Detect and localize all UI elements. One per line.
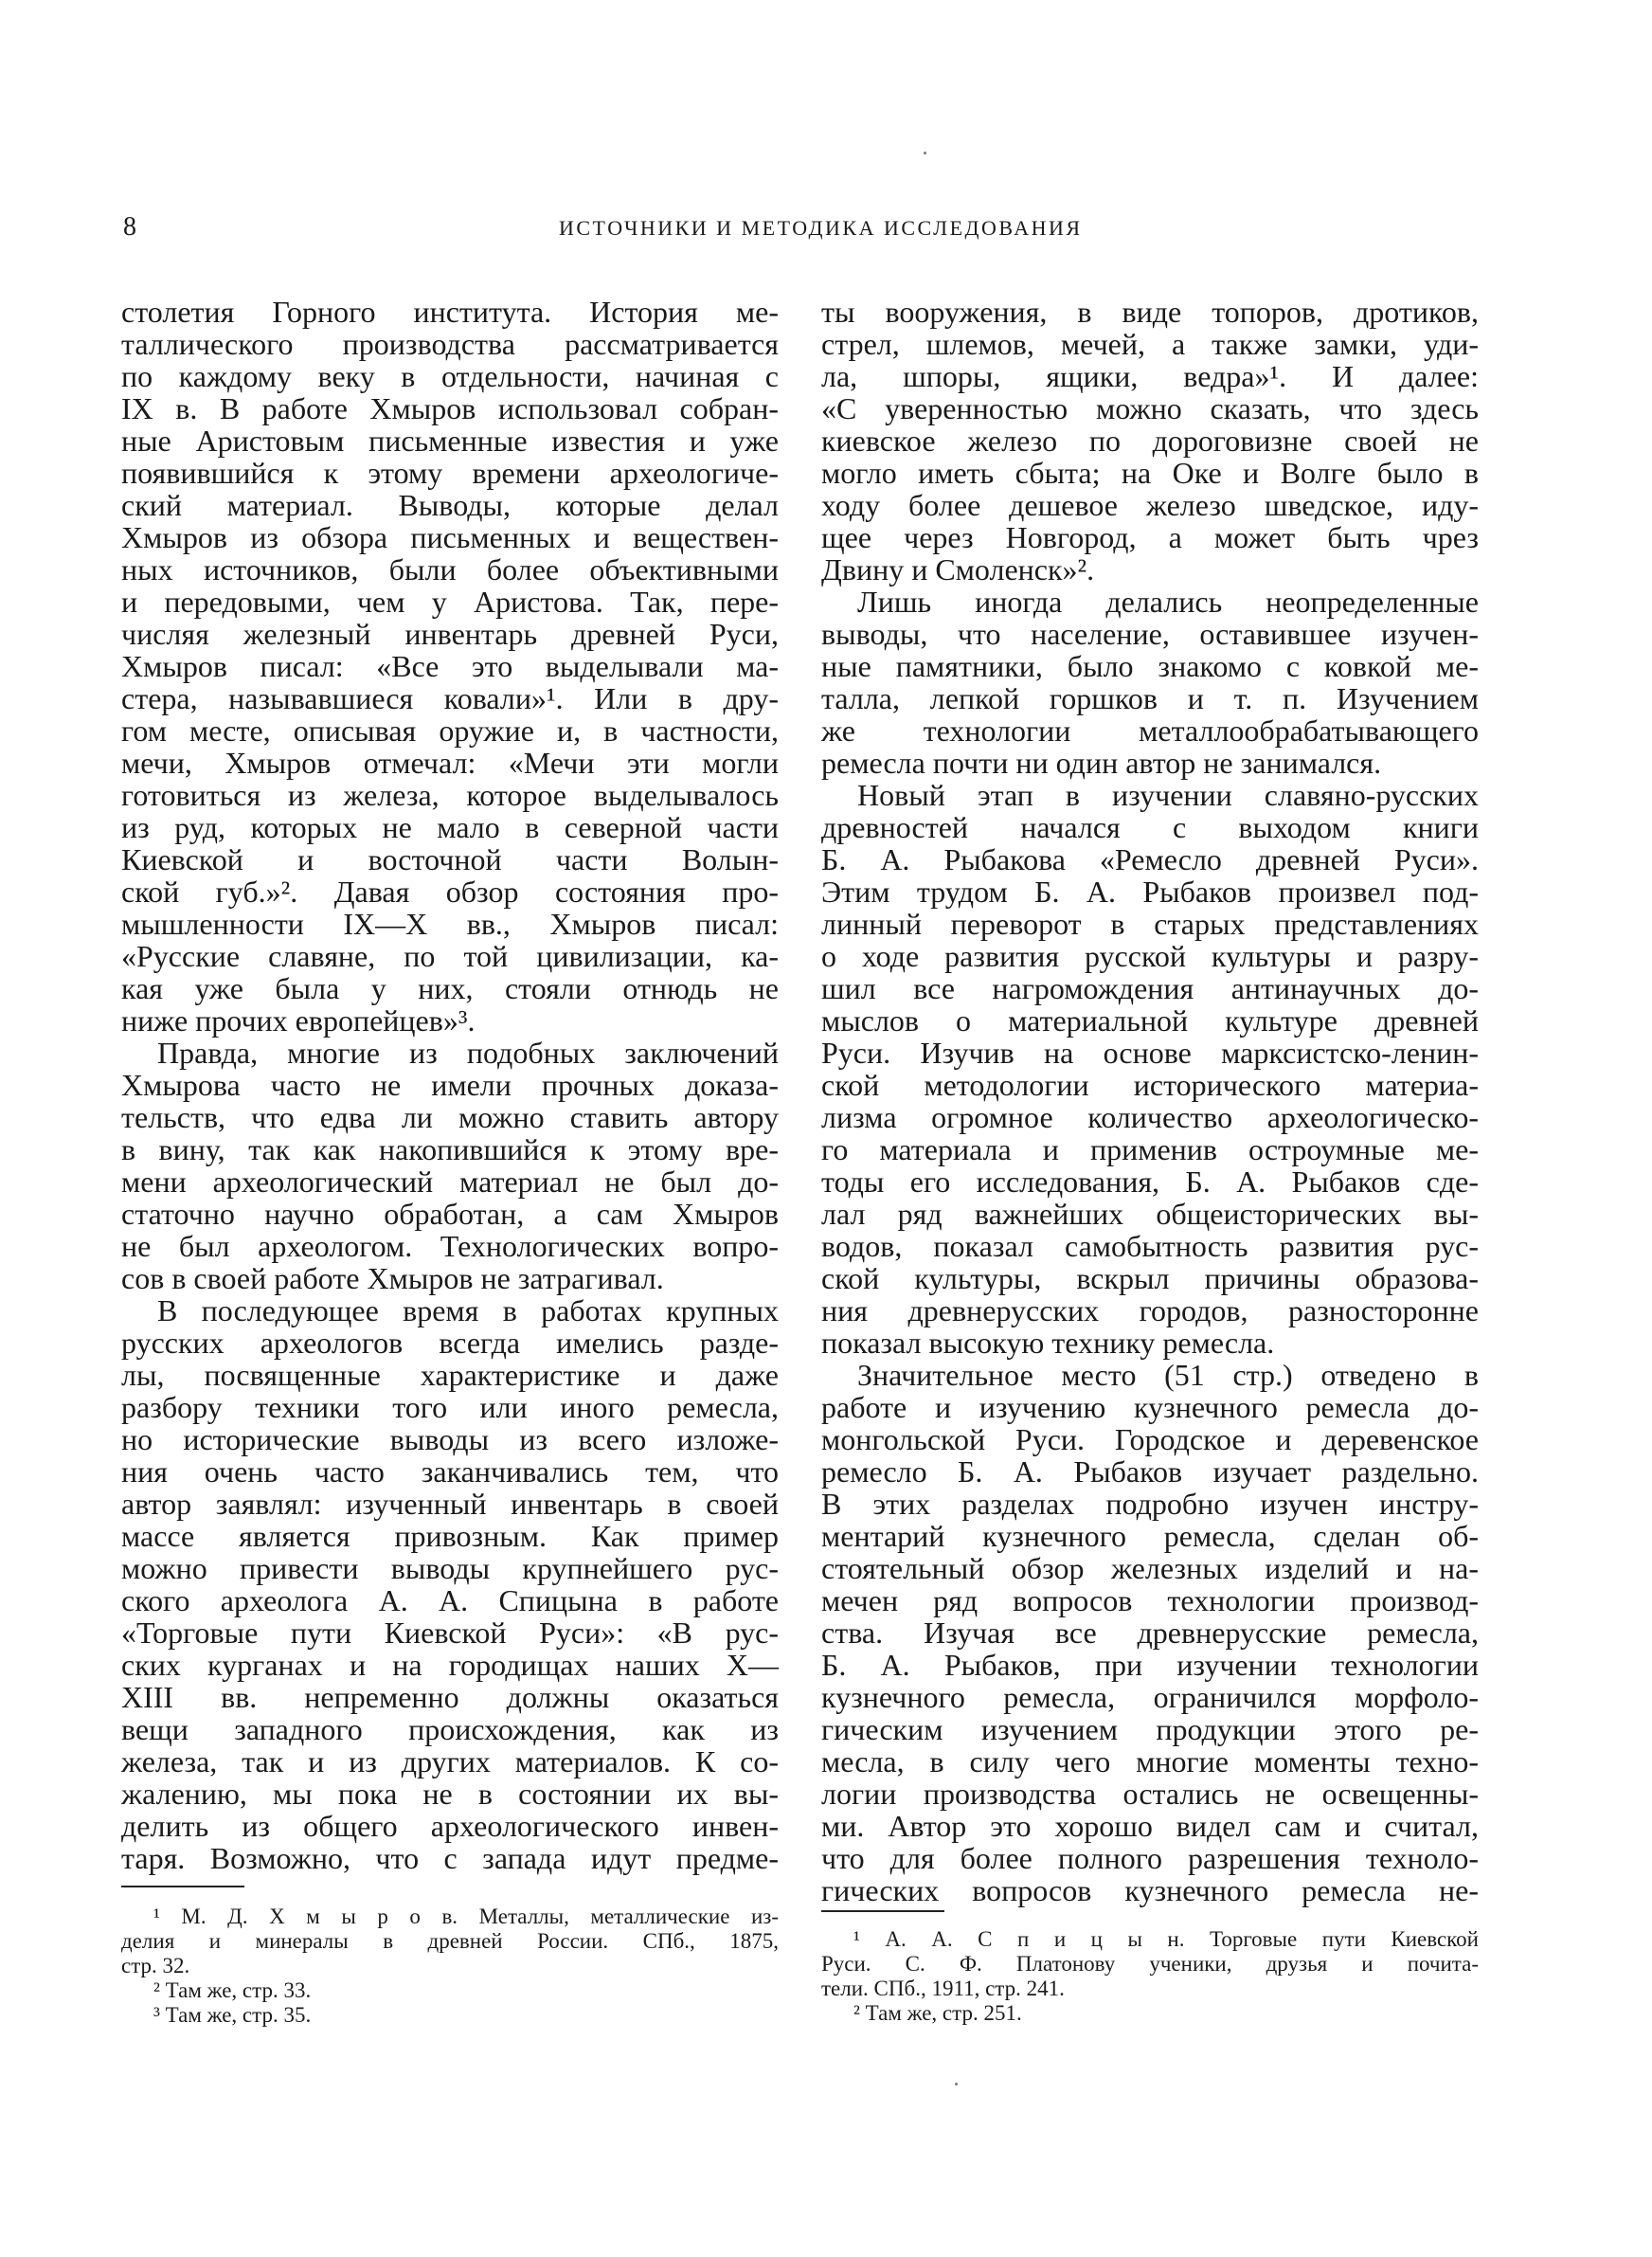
text-line: «Торговые пути Киевской Руси»: «В рус- xyxy=(121,1616,779,1650)
text-line: Хмыров писал: «Все это выделывали ма- xyxy=(121,649,779,683)
text-line: Б. А. Рыбакова «Ремесло древней Руси». xyxy=(821,842,1479,876)
text-line: кузнечного ремесла, ограничился морфоло- xyxy=(821,1680,1479,1714)
text-line: кая уже была у них, стояли отнюдь не xyxy=(121,971,779,1005)
left-footnotes xyxy=(121,1905,779,2028)
text-line: Лишь иногда делались неопределенные xyxy=(857,585,1479,619)
text-line: работе и изучению кузнечного ремесла до- xyxy=(821,1390,1479,1424)
text-line: сов в своей работе Хмыров не затрагивал. xyxy=(121,1261,664,1295)
text-line: делить из общего археологического инвен- xyxy=(121,1809,779,1843)
text-line: щее через Новгород, а может быть чрез xyxy=(821,520,1479,554)
text-line: Правда, многие из подобных заключений xyxy=(157,1036,779,1070)
text-line: ми. Автор это хорошо видел сам и считал, xyxy=(821,1809,1479,1843)
text-line: мечи, Хмыров отмечал: «Мечи эти могли xyxy=(121,746,779,780)
text-line: Значительное место (51 стр.) отведено в xyxy=(857,1358,1479,1392)
page-number: 8 xyxy=(123,212,136,242)
text-line: вещи западного происхождения, как из xyxy=(121,1712,779,1746)
text-line: мыслов о материальной культуре древней xyxy=(821,1003,1479,1038)
text-line: водов, показал самобытность развития рус- xyxy=(821,1229,1479,1263)
text-line: стрел, шлемов, мечей, а также замки, уди- xyxy=(821,327,1479,361)
text-line: ходу более дешевое железо шведское, иду- xyxy=(821,488,1479,522)
text-line: ской культуры, вскрыл причины образова- xyxy=(821,1261,1479,1295)
text-line: ской методологии исторического материа- xyxy=(821,1068,1479,1102)
footnote-line: ¹ А. А. С п и ц ы н. Торговые пути Киевской xyxy=(853,1927,1479,1951)
text-line: могло иметь сбыта; на Оке и Волге было в xyxy=(821,456,1479,490)
text-line: ский материал. Выводы, которые делал xyxy=(121,488,779,522)
text-line: жалению, мы пока не в состоянии их вы- xyxy=(121,1777,779,1811)
text-line: готовиться из железа, которое выделывалось xyxy=(121,778,779,812)
text-line: талла, лепкой горшков и т. п. Изучением xyxy=(821,681,1479,715)
text-line: железа, так и из других материалов. К со- xyxy=(121,1744,779,1779)
text-line: разбору техники того или иного ремесла, xyxy=(121,1390,779,1424)
text-line: Двину и Смоленск»². xyxy=(821,552,1095,587)
text-line: ла, шпоры, ящики, ведра»¹. И далее: xyxy=(821,359,1479,393)
text-line: «С уверенностью можно сказать, что здесь xyxy=(821,391,1479,425)
text-line: лал ряд важнейших общеисторических вы- xyxy=(821,1197,1479,1231)
text-line: стоятельный обзор железных изделий и на- xyxy=(821,1551,1479,1585)
text-line: появившийся к этому времени археологиче- xyxy=(121,456,779,490)
text-line: IX в. В работе Хмыров использовал собран- xyxy=(121,391,779,425)
text-line: линный переворот в старых представлениях xyxy=(821,907,1479,941)
text-line: по каждому веку в отдельности, начиная с xyxy=(121,359,779,393)
text-line: Хмырова часто не имели прочных доказа- xyxy=(121,1068,779,1102)
text-line: киевское железо по дороговизне своей не xyxy=(821,424,1479,458)
text-line: гом месте, описывая оружие и, в частности, xyxy=(121,713,779,748)
footnote-line: ¹ М. Д. Х м ы р о в. Металлы, металлические из- xyxy=(153,1905,779,1928)
text-line: русских археологов всегда имелись разде- xyxy=(121,1326,779,1360)
left-column-text xyxy=(121,296,779,1874)
text-line: лы, посвященные характеристике и даже xyxy=(121,1358,779,1392)
text-line: Этим трудом Б. А. Рыбаков произвел под- xyxy=(821,875,1479,909)
text-line: о ходе развития русской культуры и разру- xyxy=(821,939,1479,973)
text-line: ные Аристовым письменные известия и уже xyxy=(121,424,779,458)
text-line: столетия Горного института. История ме- xyxy=(121,295,779,329)
text-line: из руд, которых не мало в северной части xyxy=(121,810,779,844)
text-line: Руси. Изучив на основе марксистско-ленин- xyxy=(821,1036,1479,1070)
running-title: ИСТОЧНИКИ И МЕТОДИКА ИССЛЕДОВАНИЯ xyxy=(559,216,1083,240)
text-line: шил все нагромождения антинаучных до- xyxy=(821,971,1479,1005)
footnote-separator xyxy=(821,1910,944,1912)
text-line: гическим изучением продукции этого ре- xyxy=(821,1712,1479,1746)
right-column-text xyxy=(821,296,1479,1906)
text-line: ные памятники, было знакомо с ковкой ме- xyxy=(821,649,1479,683)
text-line: можно привести выводы крупнейшего рус- xyxy=(121,1551,779,1585)
text-line: XIII вв. непременно должны оказаться xyxy=(121,1680,779,1714)
text-line: не был археологом. Технологических вопро- xyxy=(121,1229,779,1263)
text-line: ской губ.»². Давая обзор состояния про- xyxy=(121,875,779,909)
text-line: Новый этап в изучении славяно-русских xyxy=(857,778,1479,812)
text-line: и передовыми, чем у Аристова. Так, пере- xyxy=(121,585,779,619)
text-line: тоды его исследования, Б. А. Рыбаков сде- xyxy=(821,1165,1479,1199)
text-line: ремесла почти ни один автор не занимался. xyxy=(821,746,1382,780)
text-line: мышленности IX—X вв., Хмыров писал: xyxy=(121,907,779,941)
footnote-line: стр. 32. xyxy=(121,1954,190,1977)
text-line: ния древнерусских городов, разносторонне xyxy=(821,1293,1479,1327)
text-line: «Русские славяне, по той цивилизации, ка- xyxy=(121,939,779,973)
footnote-line: тели. СПб., 1911, стр. 241. xyxy=(821,1977,1065,2000)
text-line: ского археолога А. А. Спицына в работе xyxy=(121,1583,779,1617)
text-line: Киевской и восточной части Волын- xyxy=(121,842,779,876)
text-line: в вину, так как накопившийся к этому вре- xyxy=(121,1132,779,1166)
text-line: таллического производства рассматривается xyxy=(121,327,779,361)
footnote-separator xyxy=(121,1886,244,1887)
text-line: В этих разделах подробно изучен инстру- xyxy=(821,1487,1479,1521)
text-line: что для более полного разрешения техноло- xyxy=(821,1841,1479,1875)
text-line: лизма огромное количество археологическо- xyxy=(821,1100,1479,1134)
text-line: монгольской Руси. Городское и деревенское xyxy=(821,1422,1479,1456)
text-line: ских курганах и на городищах наших X— xyxy=(121,1648,779,1682)
text-line: автор заявлял: изученный инвентарь в своей xyxy=(121,1487,779,1521)
text-line: В последующее время в работах крупных xyxy=(157,1293,779,1327)
text-line: числяя железный инвентарь древней Руси, xyxy=(121,617,779,651)
footnote-line: ² Там же, стр. 33. xyxy=(153,1978,312,2002)
footnote-line: Руси. С. Ф. Платонову ученики, друзья и почита- xyxy=(821,1952,1479,1976)
text-line: ния очень часто заканчивались тем, что xyxy=(121,1454,779,1489)
text-line: ментарий кузнечного ремесла, сделан об- xyxy=(821,1519,1479,1553)
footnote-line: ³ Там же, стр. 35. xyxy=(153,2003,312,2027)
text-line: месла, в силу чего многие моменты техно- xyxy=(821,1744,1479,1779)
text-line: тельств, что едва ли можно ставить автору xyxy=(121,1100,779,1134)
text-line: массе является привозным. Как пример xyxy=(121,1519,779,1553)
text-line: Хмыров из обзора письменных и веществен- xyxy=(121,520,779,554)
text-line: статочно научно обработан, а сам Хмыров xyxy=(121,1197,779,1231)
footnote-line: ² Там же, стр. 251. xyxy=(853,2001,1022,2025)
text-line: мени археологический материал не был до- xyxy=(121,1165,779,1199)
text-line: ных источников, были более объективными xyxy=(121,552,779,587)
text-line: ремесло Б. А. Рыбаков изучает раздельно. xyxy=(821,1454,1479,1489)
scan-speck xyxy=(924,152,926,154)
text-line: ты вооружения, в виде топоров, дротиков, xyxy=(821,295,1479,329)
text-line: таря. Возможно, что с запада идут предме- xyxy=(121,1841,779,1875)
right-footnotes xyxy=(821,1927,1479,2026)
text-line: выводы, что население, оставившее изучен- xyxy=(821,617,1479,651)
text-line: же технологии металлообрабатывающего xyxy=(821,713,1479,748)
text-line: ниже прочих европейцев»³. xyxy=(121,1003,476,1038)
text-line: логии производства остались не освещенны- xyxy=(821,1777,1479,1811)
text-line: но исторические выводы из всего изложе- xyxy=(121,1422,779,1456)
text-line: показал высокую технику ремесла. xyxy=(821,1326,1275,1360)
text-line: го материала и применив остроумные ме- xyxy=(821,1132,1479,1166)
scan-speck xyxy=(955,2083,958,2085)
text-line: древностей начался с выходом книги xyxy=(821,810,1479,844)
text-line: ства. Изучая все древнерусские ремесла, xyxy=(821,1616,1479,1650)
footnote-line: делия и минералы в древней России. СПб., 1875, xyxy=(121,1929,779,1953)
running-header xyxy=(0,212,1652,246)
text-line: гических вопросов кузнечного ремесла не- xyxy=(821,1873,1479,1907)
text-line: стера, называвшиеся ковали»¹. Или в дру- xyxy=(121,681,779,715)
text-line: мечен ряд вопросов технологии производ- xyxy=(821,1583,1479,1617)
text-line: Б. А. Рыбаков, при изучении технологии xyxy=(821,1648,1479,1682)
